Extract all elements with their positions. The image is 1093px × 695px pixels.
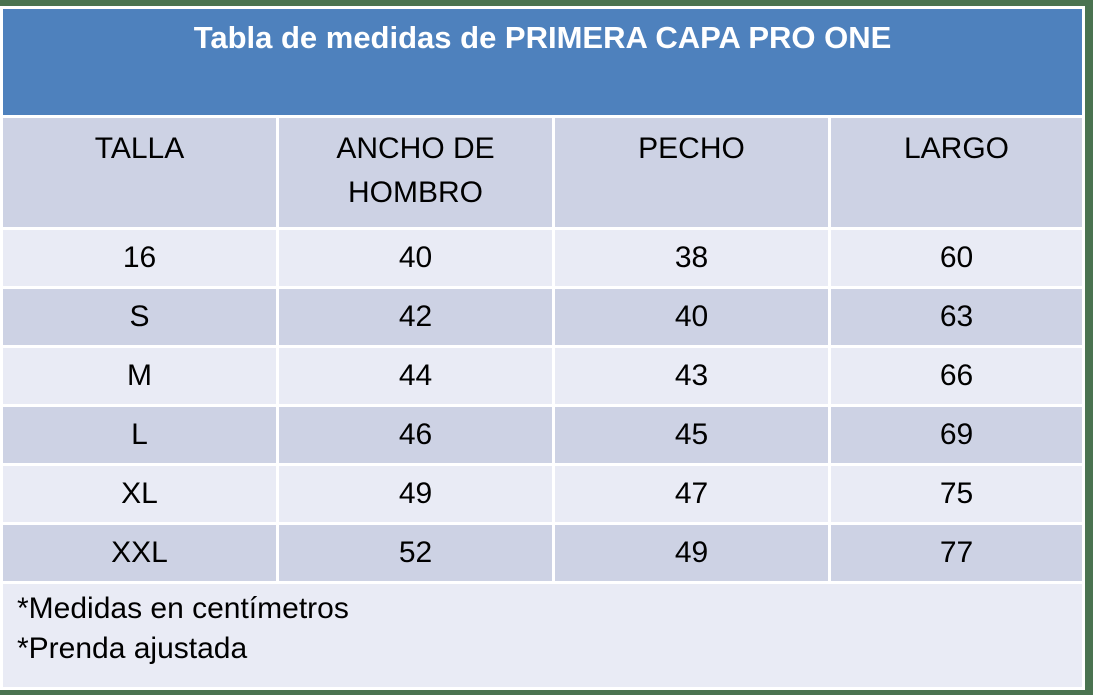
column-header-talla: TALLA — [3, 118, 276, 227]
cell-largo: 60 — [831, 230, 1082, 286]
cell-largo: 66 — [831, 348, 1082, 404]
cell-ancho: 40 — [279, 230, 552, 286]
table-notes-row — [3, 584, 1082, 687]
cell-ancho: 42 — [279, 289, 552, 345]
size-chart-table — [0, 6, 1085, 690]
table-title-row — [3, 9, 1082, 115]
cell-talla: M — [3, 348, 276, 404]
cell-pecho: 49 — [555, 525, 828, 581]
table-row-xxl — [3, 525, 1082, 581]
table-notes — [3, 584, 1082, 687]
cell-pecho: 38 — [555, 230, 828, 286]
column-header-largo: LARGO — [831, 118, 1082, 227]
table-header-row — [3, 118, 1082, 227]
column-header-ancho-de-hombro: ANCHO DE HOMBRO — [279, 118, 552, 227]
cell-talla: XL — [3, 466, 276, 522]
cell-ancho: 44 — [279, 348, 552, 404]
cell-talla: 16 — [3, 230, 276, 286]
table-row-16 — [3, 230, 1082, 286]
cell-largo: 77 — [831, 525, 1082, 581]
note-units: *Medidas en centímetros — [17, 592, 349, 625]
cell-talla: XXL — [3, 525, 276, 581]
note-fit: *Prenda ajustada — [17, 631, 248, 665]
table-title: Tabla de medidas de PRIMERA CAPA PRO ONE — [3, 9, 1082, 115]
cell-ancho: 52 — [279, 525, 552, 581]
cell-largo: 69 — [831, 407, 1082, 463]
column-header-pecho: PECHO — [555, 118, 828, 227]
table-row-l — [3, 407, 1082, 463]
cell-pecho: 40 — [555, 289, 828, 345]
cell-talla: L — [3, 407, 276, 463]
cell-ancho: 46 — [279, 407, 552, 463]
cell-talla: S — [3, 289, 276, 345]
cell-ancho: 49 — [279, 466, 552, 522]
cell-pecho: 47 — [555, 466, 828, 522]
cell-pecho: 45 — [555, 407, 828, 463]
cell-pecho: 43 — [555, 348, 828, 404]
table-row-xl — [3, 466, 1082, 522]
table-row-s — [3, 289, 1082, 345]
cell-largo: 63 — [831, 289, 1082, 345]
cell-largo: 75 — [831, 466, 1082, 522]
table-row-m — [3, 348, 1082, 404]
